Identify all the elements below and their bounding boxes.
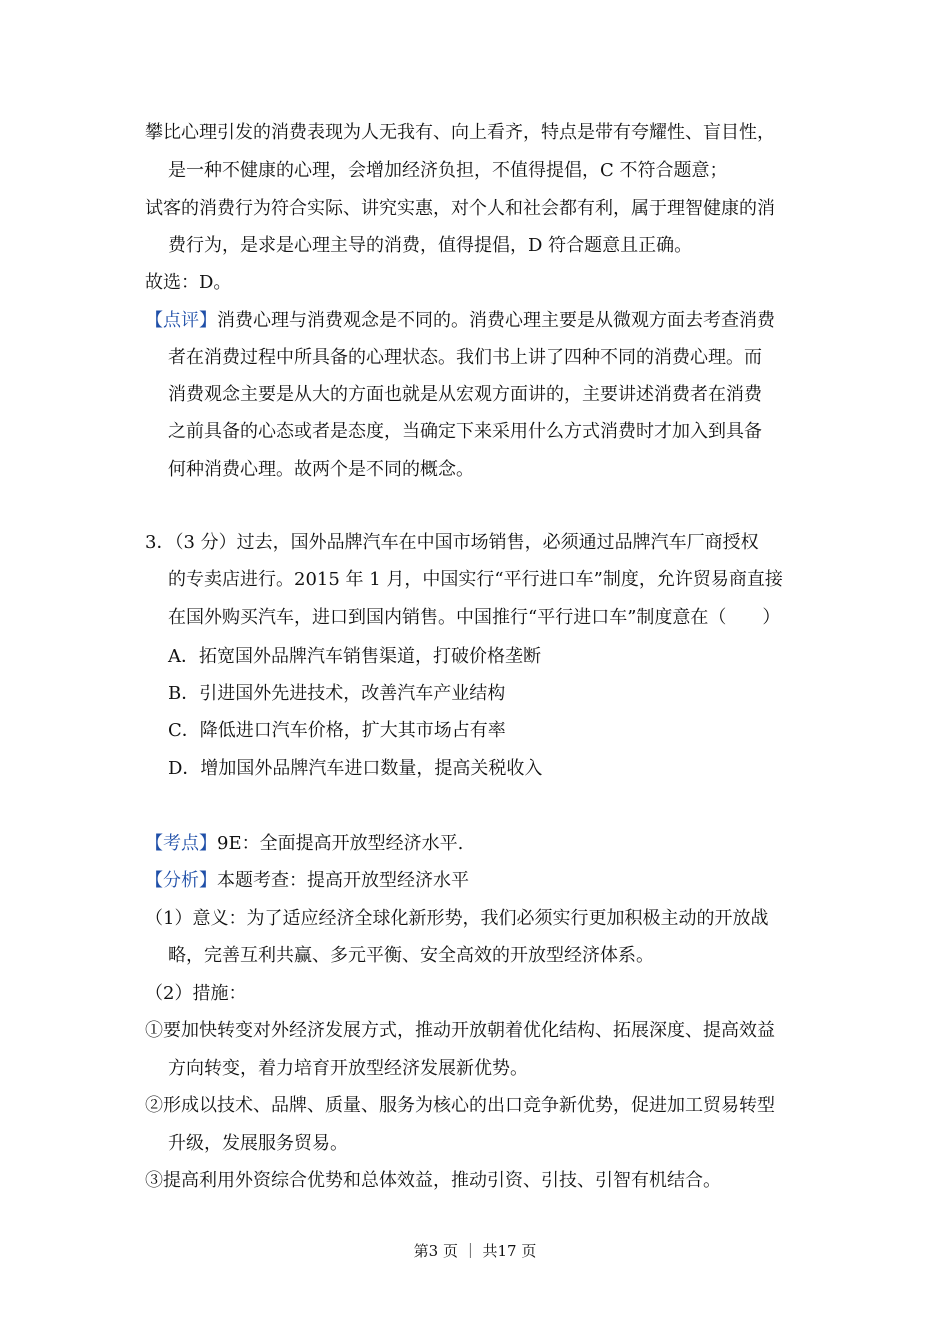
comment-line [145,309,775,333]
answer-line: 故选：D。 [145,272,232,293]
analysis-line: （1）意义：为了适应经济全球化新形势，我们必须实行更加积极主动的开放战 [145,908,769,929]
text-line: 是一种不健康的心理，会增加经济负担，不值得提倡，C 不符合题意； [168,160,728,181]
text-line: 试客的消费行为符合实际、讲究实惠，对个人和社会都有利，属于理智健康的消 [145,198,775,219]
option-c: C．降低进口汽车价格，扩大其市场占有率 [168,720,506,741]
comment-line: 者在消费过程中所具备的心理状态。我们书上讲了四种不同的消费心理。而 [168,347,762,368]
analysis-line: 升级，发展服务贸易。 [168,1133,348,1154]
comment-line: 之前具备的心态或者是态度，当确定下来采用什么方式消费时才加入到具备 [168,421,762,442]
question-stem: 在国外购买汽车，进口到国内销售。中国推行“平行进口车”制度意在（ ） [168,607,781,628]
comment-text: 消费心理与消费观念是不同的。消费心理主要是从微观方面去考查消费 [217,310,775,331]
comment-tag: 【点评】 [145,310,217,331]
comment-line: 消费观念主要是从大的方面也就是从宏观方面讲的，主要讲述消费者在消费 [168,384,762,405]
kaodian-text: 9E：全面提高开放型经济水平. [217,833,464,854]
option-b: B．引进国外先进技术，改善汽车产业结构 [168,683,506,704]
analysis-line: ③提高利用外资综合优势和总体效益，推动引资、引技、引智有机结合。 [145,1170,721,1191]
analysis-line: 略，完善互利共赢、多元平衡、安全高效的开放型经济体系。 [168,945,654,966]
question-stem: 3．（3 分）过去，国外品牌汽车在中国市场销售，必须通过品牌汽车厂商授权 [145,532,759,553]
question-stem: 的专卖店进行。2015 年 1 月，中国实行“平行进口车”制度，允许贸易商直接 [168,569,783,590]
fenxi-tag: 【分析】 [145,870,217,891]
option-d: D．增加国外品牌汽车进口数量，提高关税收入 [168,758,543,779]
text-line: 攀比心理引发的消费表现为人无我有、向上看齐，特点是带有夸耀性、盲目性， [145,122,775,143]
kaodian-line [145,832,463,856]
kaodian-tag: 【考点】 [145,833,217,854]
option-a: A．拓宽国外品牌汽车销售渠道，打破价格垄断 [168,646,541,667]
analysis-line: （2）措施： [145,983,247,1004]
fenxi-text: 本题考查：提高开放型经济水平 [217,870,469,891]
fenxi-line [145,869,469,893]
analysis-line: 方向转变，着力培育开放型经济发展新优势。 [168,1058,528,1079]
text-line: 费行为，是求是心理主导的消费，值得提倡，D 符合题意且正确。 [168,235,693,256]
comment-line: 何种消费心理。故两个是不同的概念。 [168,459,474,480]
analysis-line: ①要加快转变对外经济发展方式，推动开放朝着优化结构、拓展深度、提高效益 [145,1020,775,1041]
analysis-line: ②形成以技术、品牌、质量、服务为核心的出口竞争新优势，促进加工贸易转型 [145,1095,775,1116]
page-footer: 第3 页 ｜ 共17 页 [413,1242,537,1260]
